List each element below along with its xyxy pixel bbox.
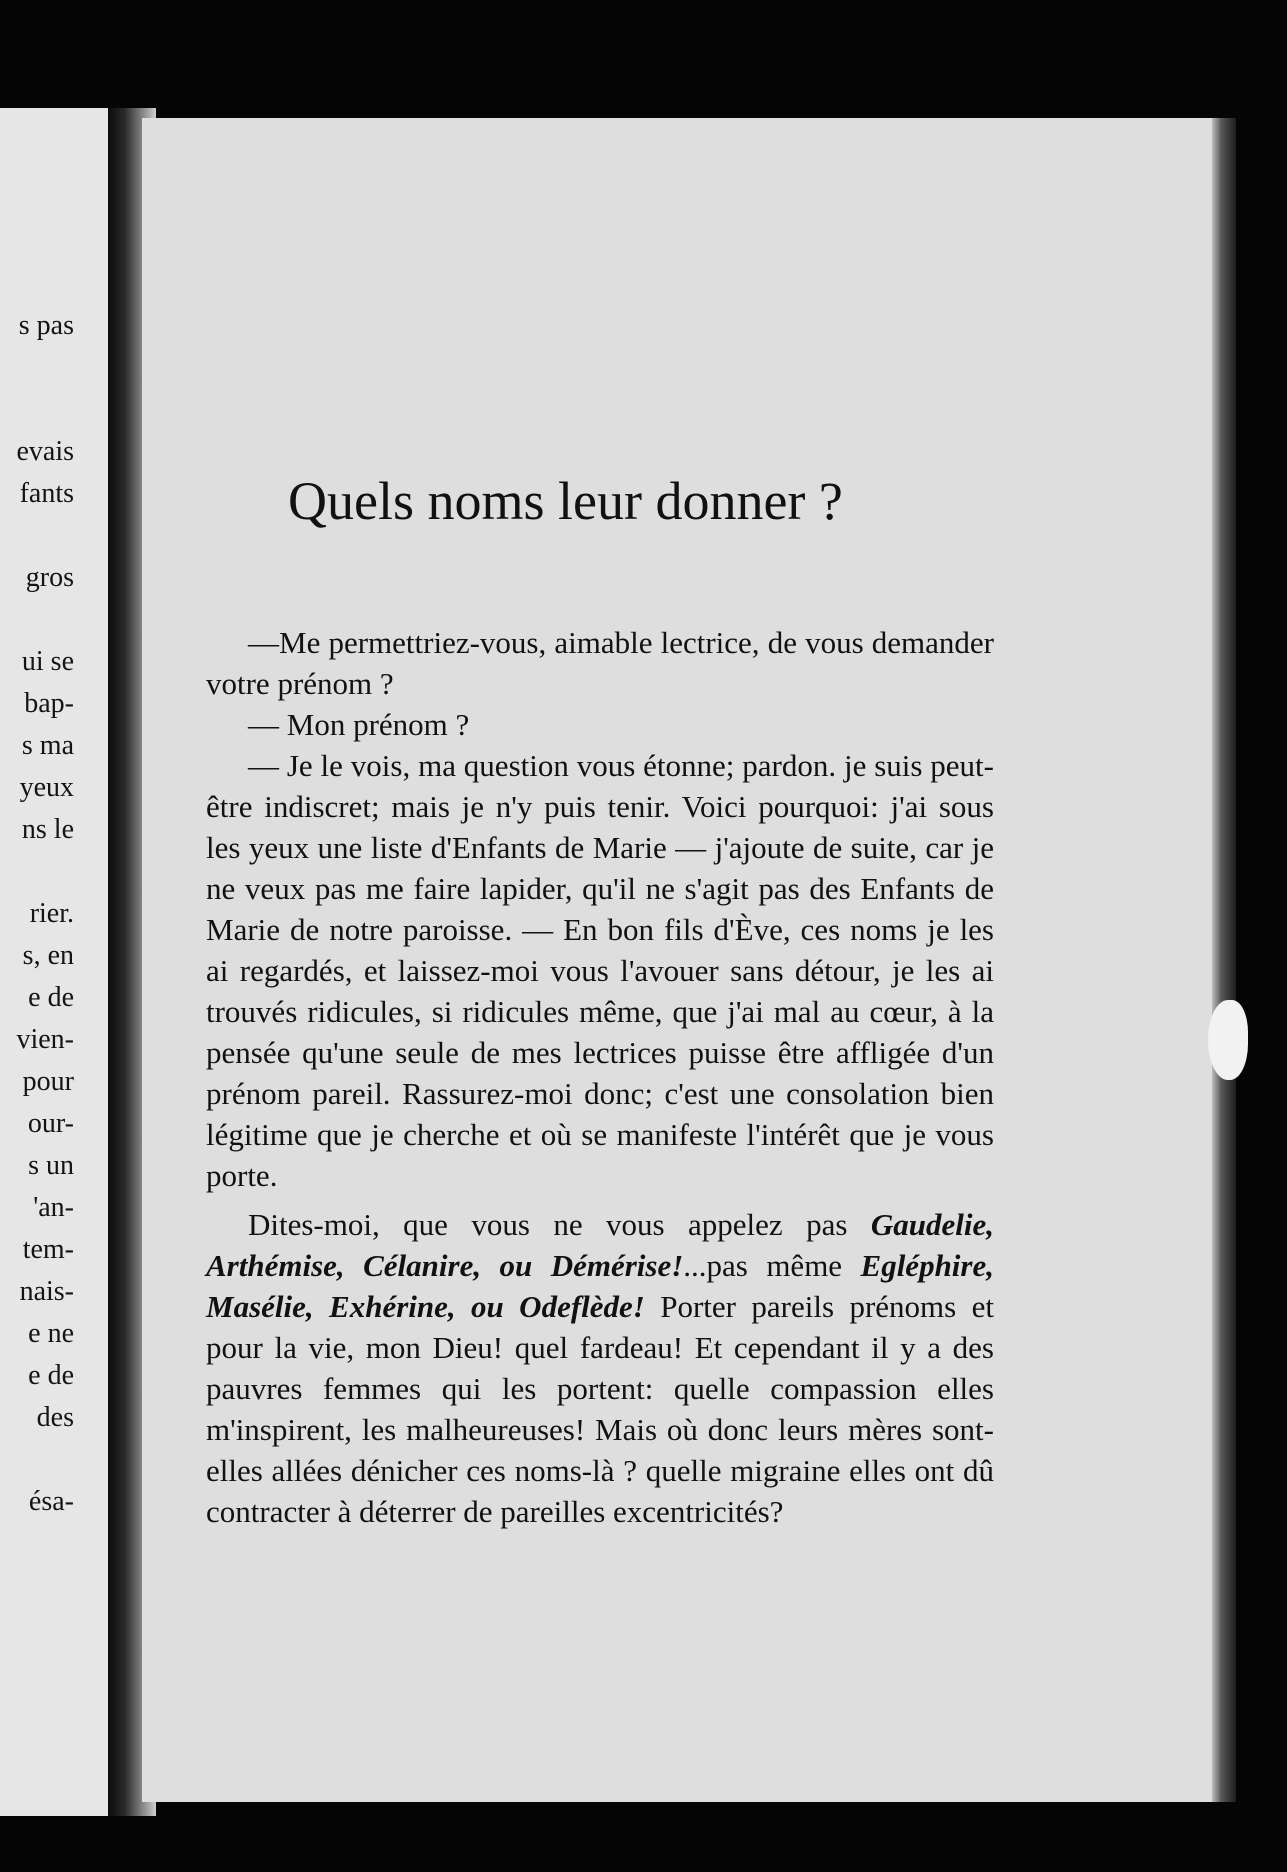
left-page-line: e ne bbox=[28, 1318, 74, 1349]
paragraph-3: — Je le vois, ma question vous étonne; pardon. je suis peut-être indiscret; mais je n'y puis tenir. Voici pourquoi: j'ai sous les yeux une liste d'Enfants de Marie — j'ajoute de suite, car je ne veux pas me faire lapider, qu'il ne s'agit pas des Enfants de Marie de notre paroisse. — En bon fils d'Ève, ces noms je les ai regardés, et laissez-moi vous l'avouer sans détour, je les ai trouvés ridicules, si ridicules même, que j'ai mal au cœur, à la pensée qu'une seule de mes lectrices puisse être affligée d'un prénom pareil. Rassurez-moi donc; c'est une consolation bien légitime que je cherche et où se manifeste l'intérêt que je vous porte. bbox=[206, 748, 994, 1193]
p4-start: Dites-moi, que vous ne vous appelez pas bbox=[248, 1207, 871, 1242]
left-page-line: our- bbox=[27, 1108, 74, 1139]
p4-mid: ...pas même bbox=[683, 1248, 861, 1283]
left-page bbox=[0, 108, 112, 1816]
left-page-line: e de bbox=[28, 982, 74, 1013]
chapter-title: Quels noms leur donner ? bbox=[288, 471, 843, 531]
paragraph-4 bbox=[206, 1204, 994, 1532]
left-page-line: rier. bbox=[29, 898, 74, 929]
left-page-line: gros bbox=[25, 562, 74, 593]
paragraph-1: —Me permettriez-vous, aimable lectrice, de vous demander votre prénom ? bbox=[206, 625, 994, 701]
left-page-line: s, en bbox=[22, 940, 74, 971]
left-page-line: nais- bbox=[19, 1276, 74, 1307]
left-page-line: ns le bbox=[21, 814, 74, 845]
left-page-line: vien- bbox=[16, 1024, 74, 1055]
left-page-line: evais bbox=[16, 436, 74, 467]
page-edge bbox=[1212, 118, 1236, 1802]
left-page-line: pour bbox=[22, 1066, 74, 1097]
left-page-line: e de bbox=[28, 1360, 74, 1391]
left-page-line: ui se bbox=[21, 646, 74, 677]
names-list-2: Egléphire, Masélie, Exhérine, ou Odeflède! bbox=[206, 1248, 994, 1324]
left-page-line: des bbox=[36, 1402, 74, 1433]
paper-smudge bbox=[1208, 1000, 1248, 1080]
paragraph-2: — Mon prénom ? bbox=[248, 707, 470, 742]
body-text bbox=[206, 622, 994, 1532]
p4-end: Porter pareils prénoms et pour la vie, mon Dieu! quel fardeau! Et cependant il y a des pauvres femmes qui les portent: quelle compassion elles m'inspirent, les malheureuses! Mais où donc leurs mères sont-elles allées dénicher ces noms-là ? quelle migraine elles ont dû contracter à déterrer de pareilles excentricités? bbox=[206, 1289, 994, 1529]
left-page-line: ésa- bbox=[28, 1486, 74, 1517]
left-page-line: s pas bbox=[18, 310, 74, 341]
left-page-line: 'an- bbox=[33, 1192, 74, 1223]
left-page-line: yeux bbox=[19, 772, 74, 803]
left-page-line: s un bbox=[28, 1150, 74, 1181]
left-page-line: fants bbox=[19, 478, 74, 509]
left-page-line: tem- bbox=[22, 1234, 74, 1265]
left-page-line: bap- bbox=[24, 688, 74, 719]
left-page-line: s ma bbox=[21, 730, 74, 761]
names-list-1: Gaudelie, Arthémise, Célanire, ou Démérise! bbox=[206, 1207, 994, 1283]
